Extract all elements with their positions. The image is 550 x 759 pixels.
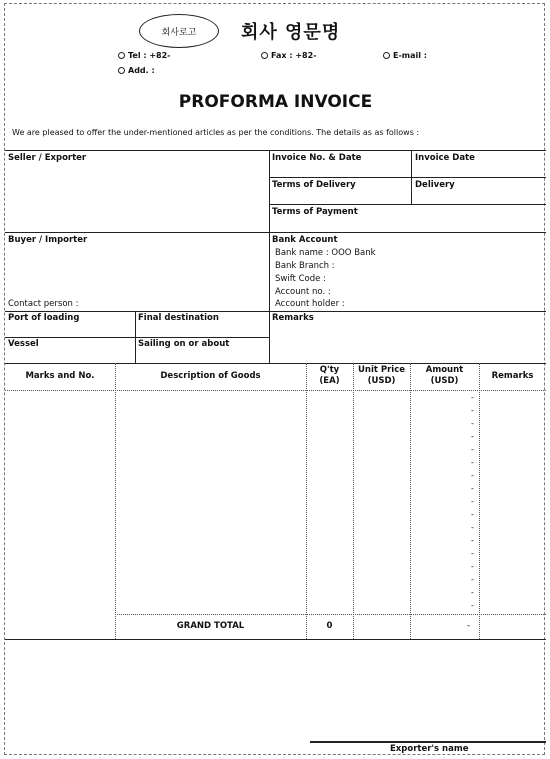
company-name: 회사 영문명 — [241, 22, 341, 43]
grand-total-label: GRAND TOTAL — [176, 621, 245, 631]
table-col-line — [353, 363, 354, 639]
grid-line — [269, 150, 270, 363]
remarks-label: Remarks — [272, 313, 314, 323]
amount-cell: - — [471, 588, 474, 597]
invoice-date-label: Invoice Date — [415, 153, 475, 163]
document-title: PROFORMA INVOICE — [178, 92, 373, 112]
amount-cell: - — [471, 419, 474, 428]
exporter-name-label: Exporter's name — [390, 744, 469, 754]
col-price-line1: Unit Price — [357, 365, 406, 375]
final-destination-label: Final destination — [138, 313, 219, 323]
contact-email — [383, 51, 427, 60]
grid-line — [135, 311, 136, 363]
amount-cell: - — [471, 445, 474, 454]
amount-cell: - — [471, 471, 474, 480]
bullet-icon — [118, 52, 125, 59]
amount-cell: - — [471, 432, 474, 441]
grid-line — [5, 150, 546, 151]
amount-cell: - — [471, 510, 474, 519]
grand-total-line — [115, 614, 546, 615]
bullet-icon — [383, 52, 390, 59]
amount-cell: - — [471, 458, 474, 467]
company-logo-placeholder — [139, 14, 219, 48]
terms-payment-label: Terms of Payment — [272, 207, 358, 217]
table-col-line — [306, 363, 307, 639]
account-holder: Account holder : — [275, 299, 345, 309]
invoice-page — [4, 3, 545, 755]
col-qty-line2: (EA) — [319, 376, 340, 386]
table-col-line — [115, 363, 116, 639]
col-remarks-header: Remarks — [491, 371, 534, 381]
buyer-label: Buyer / Importer — [8, 235, 88, 245]
grand-total-amount: - — [467, 621, 471, 631]
sailing-label: Sailing on or about — [138, 339, 230, 349]
swift-code: Swift Code : — [275, 274, 326, 284]
contact-tel — [118, 51, 171, 60]
amount-cell: - — [471, 549, 474, 558]
grid-line — [5, 311, 546, 312]
seller-label: Seller / Exporter — [8, 153, 87, 163]
col-price-header — [353, 365, 410, 387]
grid-line — [269, 177, 546, 178]
grid-line — [5, 337, 269, 338]
contact-address — [118, 66, 155, 75]
table-col-line — [479, 363, 480, 639]
amount-cell: - — [471, 575, 474, 584]
fax-text: Fax : +82- — [271, 51, 317, 60]
bank-name: Bank name : OOO Bank — [275, 248, 376, 258]
grid-line — [5, 363, 546, 364]
bullet-icon — [118, 67, 125, 74]
col-price-line2: (USD) — [367, 376, 396, 386]
delivery-label: Delivery — [415, 180, 455, 190]
bullet-icon — [261, 52, 268, 59]
terms-delivery-label: Terms of Delivery — [272, 180, 356, 190]
col-marks-header: Marks and No. — [25, 371, 95, 381]
contact-person-label: Contact person : — [8, 299, 79, 309]
signature-line — [310, 741, 546, 743]
amount-cell: - — [471, 601, 474, 610]
table-col-line — [410, 363, 411, 639]
invoice-no-date-label: Invoice No. & Date — [272, 153, 362, 163]
grand-total-qty: 0 — [326, 621, 333, 631]
grid-line — [269, 204, 546, 205]
contact-fax — [261, 51, 316, 60]
port-loading-label: Port of loading — [8, 313, 80, 323]
amount-cell: - — [471, 562, 474, 571]
intro-text: We are pleased to offer the under-mentioned articles as per the conditions. The details as as follows : — [12, 128, 420, 137]
address-text: Add. : — [128, 66, 155, 75]
email-text: E-mail : — [393, 51, 427, 60]
table-header-line — [5, 390, 546, 391]
col-qty-header — [306, 365, 353, 387]
amount-cell: - — [471, 484, 474, 493]
tel-text: Tel : +82- — [128, 51, 171, 60]
col-amount-line2: (USD) — [430, 376, 459, 386]
col-amount-line1: Amount — [425, 365, 464, 375]
amount-cell: - — [471, 523, 474, 532]
logo-text: 회사로고 — [161, 27, 197, 38]
grid-line — [5, 232, 546, 233]
amount-cell: - — [471, 393, 474, 402]
amount-cell: - — [471, 497, 474, 506]
amount-cell: - — [471, 406, 474, 415]
table-bottom-line — [5, 639, 546, 640]
col-description-header: Description of Goods — [160, 371, 261, 381]
amount-cell: - — [471, 536, 474, 545]
bank-account-label: Bank Account — [272, 235, 338, 245]
col-amount-header — [410, 365, 479, 387]
vessel-label: Vessel — [8, 339, 39, 349]
account-no: Account no. : — [275, 287, 331, 297]
col-qty-line1: Q'ty — [319, 365, 340, 375]
bank-branch: Bank Branch : — [275, 261, 335, 271]
